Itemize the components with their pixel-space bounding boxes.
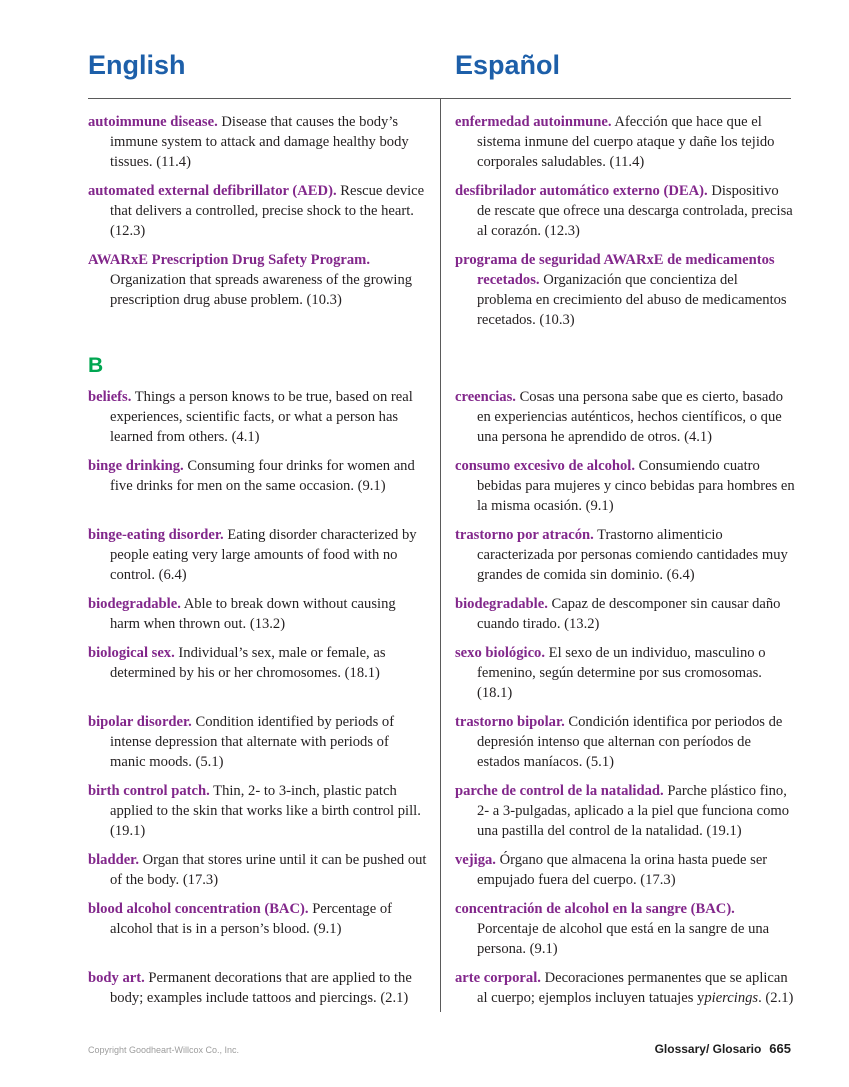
glossary-row <box>88 387 795 447</box>
entry-term: creencias. <box>455 389 516 405</box>
entry-definition: Consumiendo cuatro bebidas para mujeres y cinco bebidas para hombres en la misma ocasión. (9.1) <box>477 458 795 514</box>
entry-definition: Things a person knows to be true, based on real experiences, scientific facts, or what a person has learned from others. (4.1) <box>110 389 413 445</box>
entry-definition: Permanent decorations that are applied to the body; examples include tattoos and piercings. (2.1) <box>110 970 412 1006</box>
glossary-entry-en <box>88 181 428 241</box>
entry-definition-italic: piercings <box>704 990 759 1006</box>
glossary-entry-es <box>455 181 795 241</box>
entry-term: concentración de alcohol en la sangre (BAC). <box>455 901 735 917</box>
entry-term: trastorno por atracón. <box>455 527 594 543</box>
header-english: English <box>88 50 186 80</box>
footer-section-label: Glossary/ Glosario <box>654 1042 762 1056</box>
entry-definition: Eating disorder characterized by people eating very large amounts of food with no control. (6.4) <box>110 527 417 583</box>
entry-term: programa de seguridad AWARxE de medicamentos recetados. <box>455 252 775 288</box>
entry-definition: Trastorno alimenticio caracterizada por personas comiendo cantidades muy grandes de comida sin dominio. (6.4) <box>477 527 788 583</box>
glossary-content <box>88 99 795 1017</box>
glossary-row <box>88 850 795 890</box>
glossary-row <box>88 456 795 516</box>
entry-term: bipolar disorder. <box>88 714 192 730</box>
entry-definition: Porcentaje de alcohol que está en la sangre de una persona. (9.1) <box>477 921 770 957</box>
entry-definition: El sexo de un individuo, masculino o femenino, según determine por sus cromosomas. (18.1) <box>477 645 766 701</box>
glossary-entry-en <box>88 781 428 841</box>
entry-definition: Individual’s sex, male or female, as determined by his or her chromosomes. (18.1) <box>110 645 386 681</box>
glossary-row <box>88 968 795 1008</box>
entry-term: sexo biológico. <box>455 645 545 661</box>
entry-term: desfibrilador automático externo (DEA). <box>455 183 708 199</box>
glossary-entry-es <box>455 594 795 634</box>
entry-definition: Órgano que almacena la orina hasta puede ser empujado fuera del cuerpo. (17.3) <box>477 852 768 888</box>
glossary-row <box>88 712 795 772</box>
glossary-entry-es <box>455 456 795 516</box>
glossary-entry-es <box>455 850 795 890</box>
header-espanol: Español <box>455 50 561 80</box>
glossary-entry-en <box>88 250 428 330</box>
entry-definition: Dispositivo de rescate que ofrece una descarga controlada, precisa al corazón. (12.3) <box>477 183 793 239</box>
glossary-row <box>88 181 795 241</box>
section-row-spacer <box>455 354 795 378</box>
glossary-entry-en <box>88 643 428 703</box>
entry-definition: Disease that causes the body’s immune system to attack and damage healthy body tissues. (11.4) <box>110 114 409 170</box>
entry-definition: Able to break down without causing harm when thrown out. (13.2) <box>110 596 396 632</box>
section-letter-b: B <box>88 354 104 377</box>
footer-copyright: Copyright Goodheart-Willcox Co., Inc. <box>88 1045 240 1055</box>
entry-definition: Capaz de descomponer sin causar daño cuando tirado. (13.2) <box>477 596 781 632</box>
entry-definition: Cosas una persona sabe que es cierto, basado en experiencias auténticos, hechos científicos, o que una persona he aprendido de otros. (4.1) <box>477 389 783 445</box>
entry-term: binge-eating disorder. <box>88 527 224 543</box>
glossary-entry-en <box>88 594 428 634</box>
glossary-entry-es <box>455 250 795 330</box>
entry-term: biological sex. <box>88 645 175 661</box>
section-row-b <box>88 354 795 378</box>
entry-definition: Organization that spreads awareness of the growing prescription drug abuse problem. (10.3) <box>110 272 413 308</box>
entry-term: biodegradable. <box>455 596 548 612</box>
entry-definition: Consuming four drinks for women and five drinks for men on the same occasion. (9.1) <box>110 458 415 494</box>
entry-definition: Organización que concientiza del problema en crecimiento del abuso de medicamentos recetados. (10.3) <box>477 272 787 328</box>
glossary-entry-en <box>88 387 428 447</box>
entry-term: biodegradable. <box>88 596 181 612</box>
entry-term: parche de control de la natalidad. <box>455 783 664 799</box>
entry-term: consumo excesivo de alcohol. <box>455 458 635 474</box>
glossary-entry-es <box>455 899 795 959</box>
entry-definition: Rescue device that delivers a controlled, precise shock to the heart. (12.3) <box>110 183 425 239</box>
glossary-entry-en <box>88 712 428 772</box>
entry-definition-end: . (2.1) <box>758 990 794 1006</box>
entry-term: AWARxE Prescription Drug Safety Program. <box>88 252 370 268</box>
glossary-entry-es <box>455 781 795 841</box>
glossary-entry-es <box>455 643 795 703</box>
glossary-entry-en <box>88 968 428 1008</box>
entry-definition: Condition identified by periods of intense depression that alternate with periods of manic moods. (5.1) <box>110 714 395 770</box>
entry-definition: Condición identifica por periodos de depresión intenso que alternan con períodos de estados maníacos. (5.1) <box>477 714 783 770</box>
entry-term: autoimmune disease. <box>88 114 218 130</box>
entry-term: bladder. <box>88 852 139 868</box>
page-footer <box>88 1041 791 1056</box>
glossary-row <box>88 594 795 634</box>
glossary-row <box>88 525 795 585</box>
glossary-entry-es <box>455 525 795 585</box>
entry-term: beliefs. <box>88 389 132 405</box>
entry-definition: Percentage of alcohol that is in a person’s blood. (9.1) <box>110 901 393 937</box>
glossary-entry-en <box>88 525 428 585</box>
entry-term: automated external defibrillator (AED). <box>88 183 337 199</box>
entry-definition: Parche plástico fino, 2- a 3-pulgadas, aplicado a la piel que funciona como una pastilla del control de la natalidad. (19.1) <box>477 783 790 839</box>
entry-term: birth control patch. <box>88 783 210 799</box>
entry-term: body art. <box>88 970 145 986</box>
glossary-entry-es <box>455 387 795 447</box>
footer-section <box>655 1041 791 1056</box>
glossary-entry-es <box>455 112 795 172</box>
entry-term: binge drinking. <box>88 458 184 474</box>
entry-term: vejiga. <box>455 852 496 868</box>
glossary-row <box>88 250 795 330</box>
glossary-row <box>88 899 795 959</box>
entry-definition: Afección que hace que el sistema inmune del cuerpo ataque y dañe los tejido corporales saludables. (11.4) <box>477 114 775 170</box>
glossary-entry-es <box>455 712 795 772</box>
glossary-entry-en <box>88 112 428 172</box>
entry-term: blood alcohol concentration (BAC). <box>88 901 309 917</box>
glossary-entry-es <box>455 968 795 1008</box>
glossary-entry-en <box>88 899 428 959</box>
entry-definition: Organ that stores urine until it can be pushed out of the body. (17.3) <box>110 852 427 888</box>
glossary-row <box>88 643 795 703</box>
glossary-entry-en <box>88 456 428 516</box>
entry-definition: Decoraciones permanentes que se aplican al cuerpo; ejemplos incluyen tatuajes y <box>477 970 788 1006</box>
glossary-row <box>88 781 795 841</box>
footer-page-number: 665 <box>769 1041 791 1056</box>
glossary-row <box>88 112 795 172</box>
entry-definition: Thin, 2- to 3-inch, plastic patch applied to the skin that works like a birth control pill. (19.1) <box>110 783 421 839</box>
glossary-entry-en <box>88 850 428 890</box>
column-divider <box>440 99 441 1012</box>
entry-term: trastorno bipolar. <box>455 714 565 730</box>
column-headers <box>88 50 795 81</box>
entry-term: arte corporal. <box>455 970 541 986</box>
entry-term: enfermedad autoinmune. <box>455 114 612 130</box>
